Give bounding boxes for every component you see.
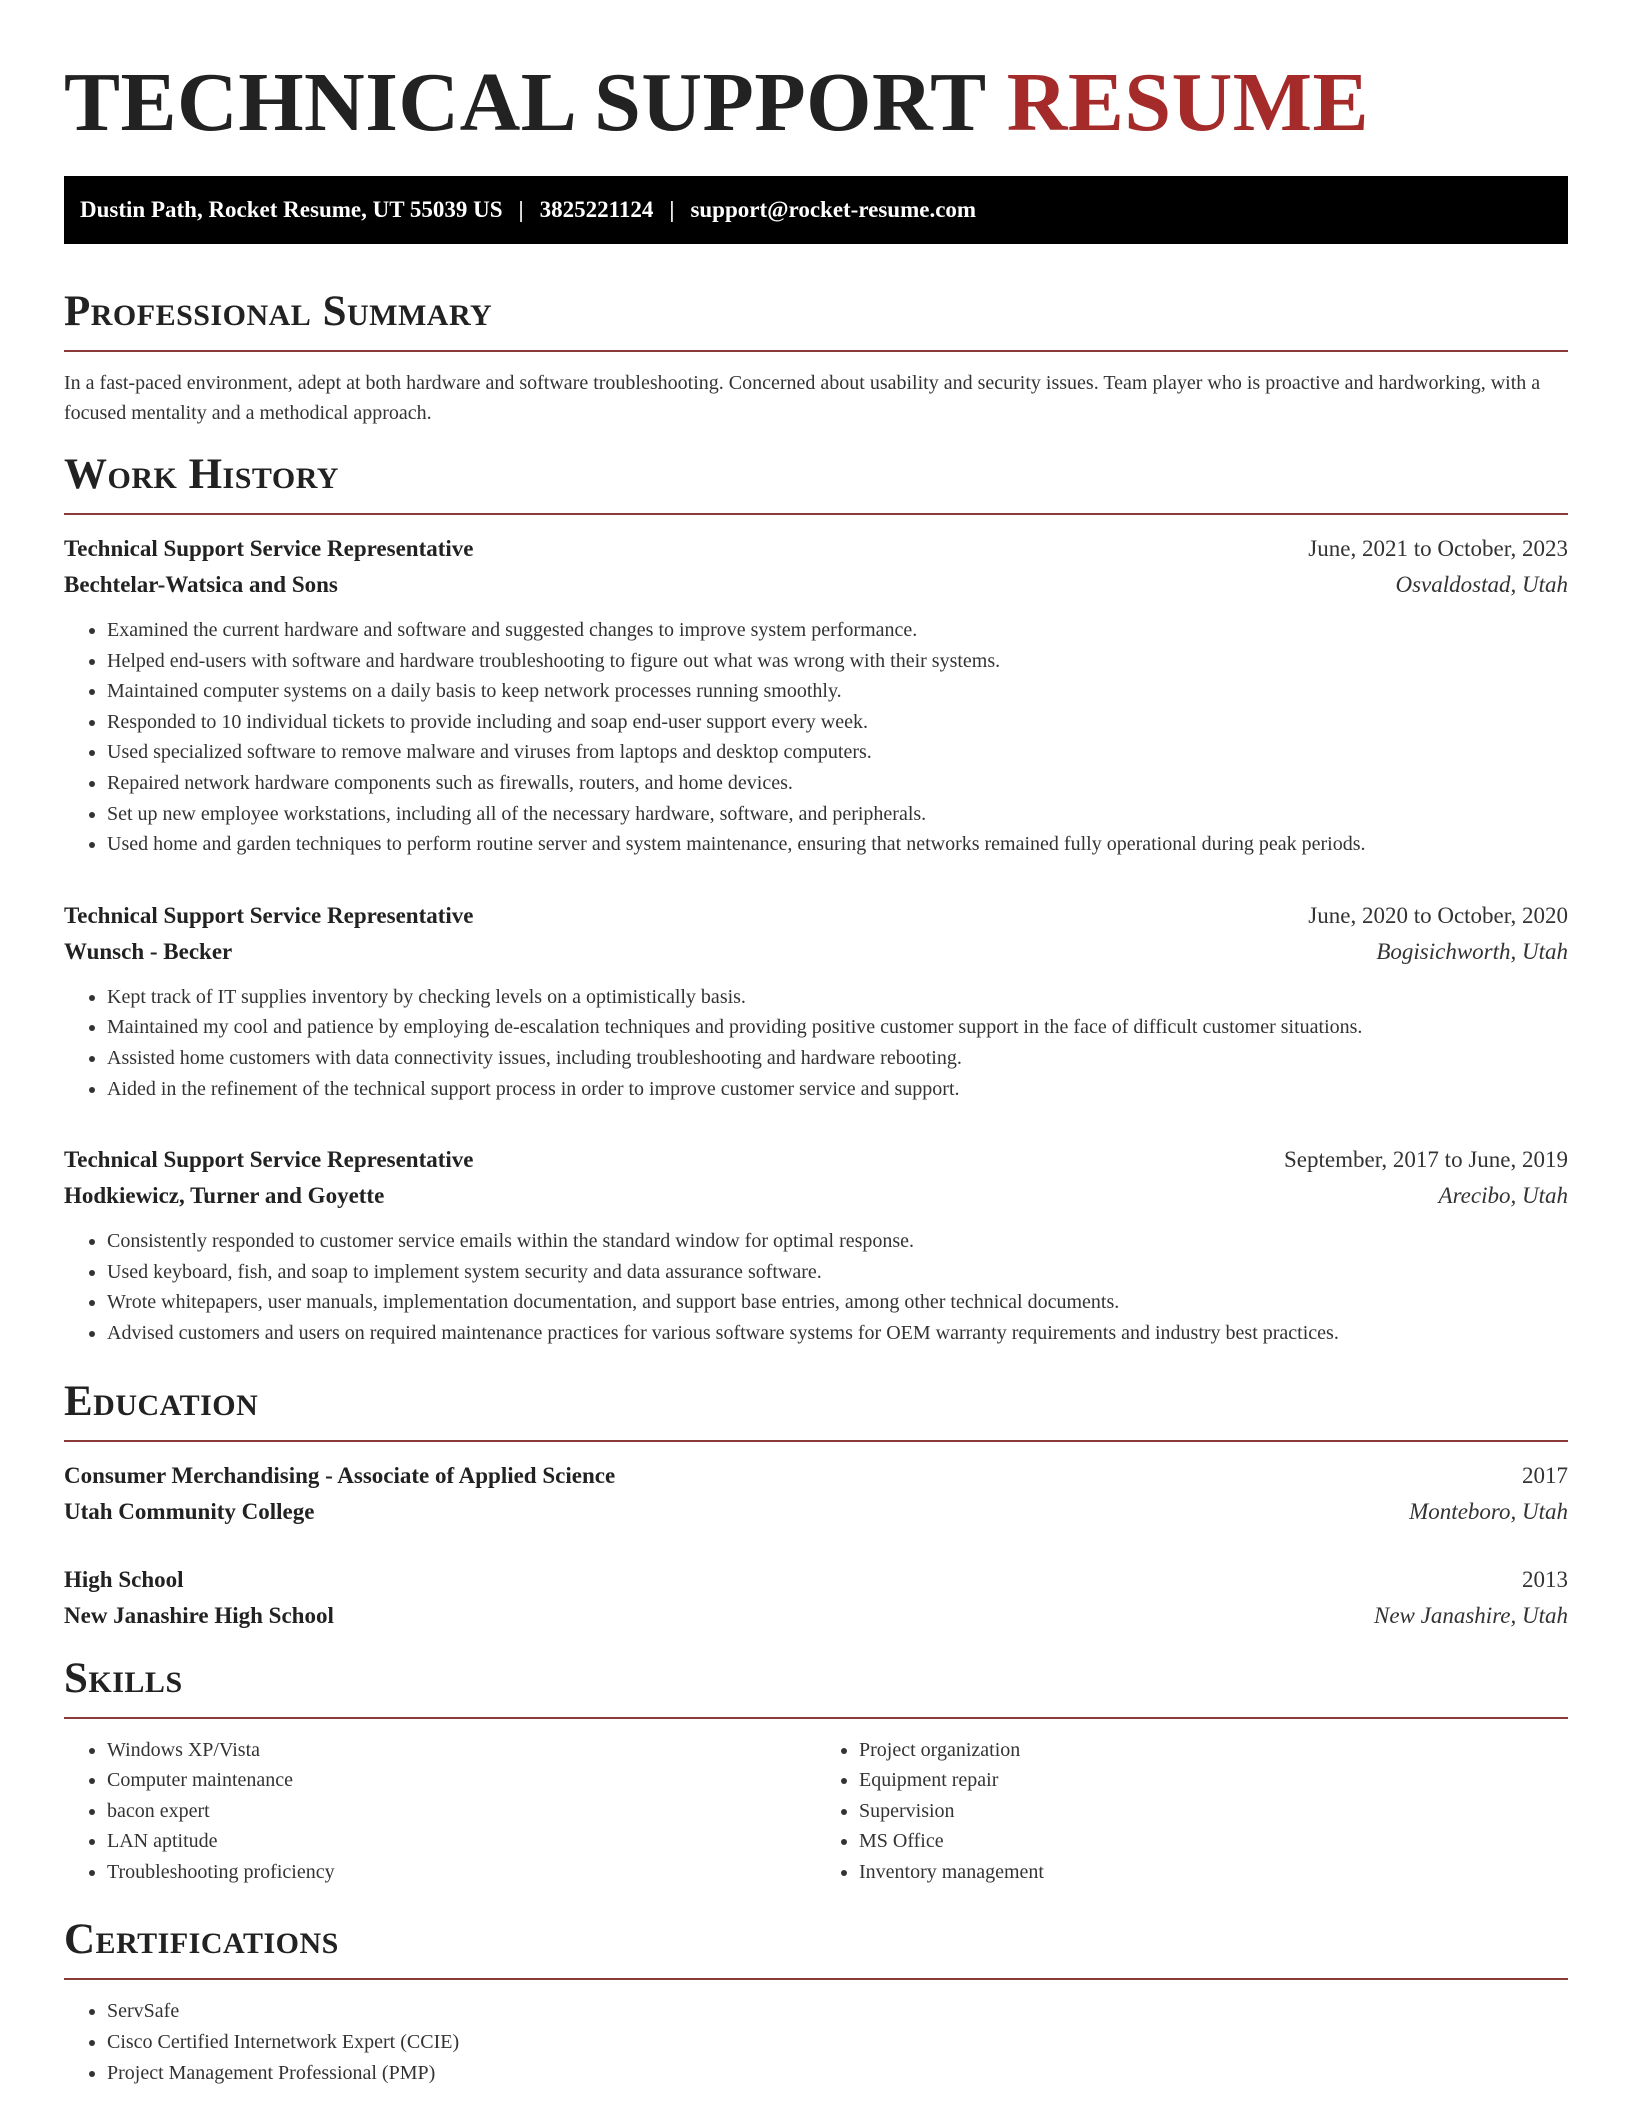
list-item: • Responded to 10 individual tickets to provide including and soap end-user support every week. <box>107 707 1568 738</box>
list-item: • Maintained computer systems on a daily basis to keep network processes running smoothly. <box>107 676 1568 707</box>
contact-separator: | <box>518 197 524 222</box>
job-bullet-list <box>64 982 1568 1104</box>
job-title: Technical Support Service Representative <box>64 536 474 561</box>
job-entry <box>64 1142 1568 1348</box>
title-main: TECHNICAL SUPPORT <box>64 56 986 149</box>
title-accent: RESUME <box>1006 56 1370 149</box>
section-divider <box>64 1978 1568 1980</box>
section-divider <box>64 513 1568 515</box>
skills-list-left <box>64 1735 816 1888</box>
education-school-row <box>64 1598 1568 1634</box>
education-year: 2017 <box>1522 1462 1568 1488</box>
section-heading-summary: Professional Summary <box>64 288 493 335</box>
job-entry <box>64 531 1568 860</box>
education-year: 2013 <box>1522 1566 1568 1592</box>
education-entry <box>64 1458 1568 1530</box>
list-item: • Helped end-users with software and hardware troubleshooting to figure out what was wrong with their systems. <box>107 646 1568 677</box>
contact-bar <box>64 176 1568 244</box>
section-heading-work-history: Work History <box>64 451 339 498</box>
skills-section <box>64 1654 1568 1888</box>
section-heading-certifications: Certifications <box>64 1916 339 1964</box>
list-item: • Supervision <box>859 1796 1568 1827</box>
list-item: • Aided in the refinement of the technical support process in order to improve customer service and support. <box>107 1074 1568 1105</box>
job-location: Arecibo, Utah <box>1438 1183 1568 1209</box>
contact-phone: 3825221124 <box>539 197 654 222</box>
list-item: • Set up new employee workstations, including all of the necessary hardware, software, and peripherals. <box>107 799 1568 830</box>
education-degree: High School <box>64 1566 184 1592</box>
list-item: • LAN aptitude <box>107 1826 816 1857</box>
list-item: • Maintained my cool and patience by employing de-escalation techniques and providing positive customer support in the face of difficult customer situations. <box>107 1012 1568 1043</box>
list-item: • Project organization <box>859 1735 1568 1766</box>
job-bullet-list <box>64 615 1568 860</box>
education-degree: Consumer Merchandising - Associate of Applied Science <box>64 1462 616 1488</box>
education-school: New Janashire High School <box>64 1602 334 1628</box>
job-entry <box>64 898 1568 1104</box>
list-item: • Troubleshooting proficiency <box>107 1857 816 1888</box>
job-company: Wunsch - Becker <box>64 938 233 964</box>
list-item: • MS Office <box>859 1826 1568 1857</box>
contact-separator: | <box>669 197 675 222</box>
job-bullet-list <box>64 1226 1568 1348</box>
skills-grid <box>64 1735 1568 1888</box>
certifications-list <box>64 1996 1568 2088</box>
contact-email: support@rocket-resume.com <box>690 197 977 222</box>
job-header-row <box>64 1142 1568 1178</box>
job-company-row <box>64 567 1568 603</box>
list-item: • Wrote whitepapers, user manuals, implementation documentation, and support base entries, among other technical documents. <box>107 1287 1568 1318</box>
list-item: • Used keyboard, fish, and soap to implement system security and data assurance software. <box>107 1257 1568 1288</box>
list-item: • Repaired network hardware components such as firewalls, routers, and home devices. <box>107 768 1568 799</box>
job-company-row <box>64 934 1568 970</box>
list-item: • Advised customers and users on required maintenance practices for various software systems for OEM warranty requirements and industry best practices. <box>107 1318 1568 1349</box>
list-item: • Inventory management <box>859 1857 1568 1888</box>
list-item: • Assisted home customers with data connectivity issues, including troubleshooting and hardware rebooting. <box>107 1043 1568 1074</box>
section-heading-skills: Skills <box>64 1654 183 1702</box>
list-item: • Used specialized software to remove malware and viruses from laptops and desktop computers. <box>107 737 1568 768</box>
job-company-row <box>64 1178 1568 1214</box>
list-item: • Kept track of IT supplies inventory by checking levels on a optimistically basis. <box>107 982 1568 1013</box>
education-entry <box>64 1562 1568 1634</box>
skills-list-right <box>816 1735 1568 1888</box>
certifications-section <box>64 1915 1568 2088</box>
job-company: Hodkiewicz, Turner and Goyette <box>64 1183 385 1209</box>
list-item: • Cisco Certified Internetwork Expert (CCIE) <box>107 2027 1568 2058</box>
list-item: • bacon expert <box>107 1796 816 1827</box>
job-header-row <box>64 898 1568 934</box>
job-dates: September, 2017 to June, 2019 <box>1284 1147 1568 1173</box>
job-company: Bechtelar-Watsica and Sons <box>64 572 338 597</box>
job-title: Technical Support Service Representative <box>64 902 474 928</box>
section-heading-education: Education <box>64 1377 259 1425</box>
education-location: New Janashire, Utah <box>1374 1602 1568 1628</box>
education-school: Utah Community College <box>64 1498 315 1524</box>
education-header-row <box>64 1458 1568 1494</box>
list-item: • Computer maintenance <box>107 1765 816 1796</box>
education-location: Monteboro, Utah <box>1409 1498 1568 1524</box>
list-item: • Windows XP/Vista <box>107 1735 816 1766</box>
list-item: • Examined the current hardware and software and suggested changes to improve system performance. <box>107 615 1568 646</box>
list-item: • Project Management Professional (PMP) <box>107 2058 1568 2089</box>
section-divider <box>64 1440 1568 1442</box>
education-header-row <box>64 1562 1568 1598</box>
list-item: • Equipment repair <box>859 1765 1568 1796</box>
section-divider <box>64 1717 1568 1719</box>
job-location: Osvaldostad, Utah <box>1395 572 1568 597</box>
summary-section <box>64 287 1568 428</box>
job-header-row <box>64 531 1568 567</box>
job-title: Technical Support Service Representative <box>64 1147 474 1173</box>
summary-text: In a fast-paced environment, adept at both hardware and software troubleshooting. Concerned about usability and security issues. Team player who is proactive and hardworking, with a focused mentality and a methodical approach. <box>64 372 1541 424</box>
resume-title <box>64 55 1568 151</box>
section-divider <box>64 350 1568 352</box>
job-location: Bogisichworth, Utah <box>1376 938 1568 964</box>
list-item: • Consistently responded to customer service emails within the standard window for optimal response. <box>107 1226 1568 1257</box>
job-dates: June, 2021 to October, 2023 <box>1308 536 1568 561</box>
list-item: • ServSafe <box>107 1996 1568 2027</box>
contact-address: Dustin Path, Rocket Resume, UT 55039 US <box>80 197 503 222</box>
list-item: • Used home and garden techniques to perform routine server and system maintenance, ensuring that networks remained fully operational during peak periods. <box>107 829 1568 860</box>
work-history-section <box>64 450 1568 1349</box>
education-school-row <box>64 1494 1568 1530</box>
job-dates: June, 2020 to October, 2020 <box>1308 902 1568 928</box>
education-section <box>64 1377 1568 1634</box>
